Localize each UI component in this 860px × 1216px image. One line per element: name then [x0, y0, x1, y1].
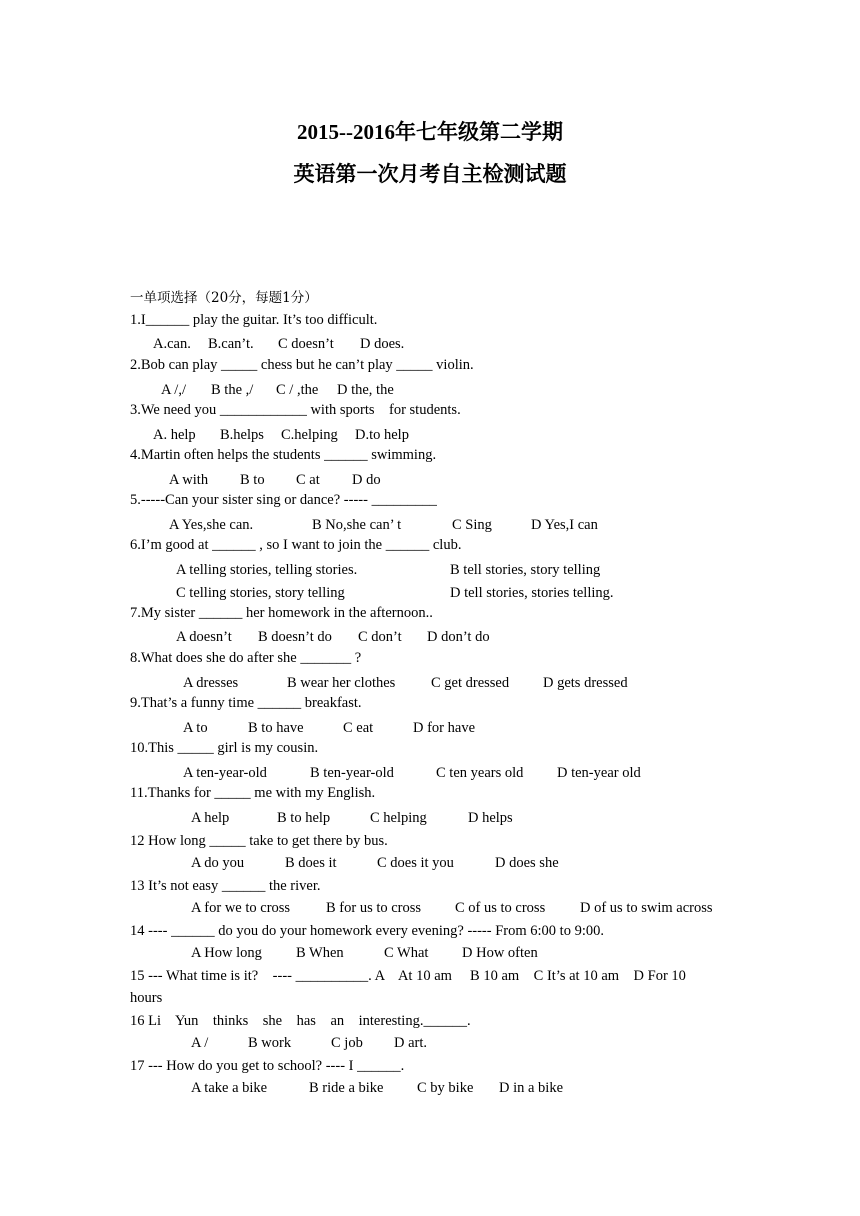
question-13-option-a: A for we to cross [191, 900, 291, 916]
question-7-option-a: A doesn’t [176, 629, 232, 645]
question-10-option-c: C ten years old [436, 765, 524, 781]
question-12-option-d: D does she [495, 855, 559, 871]
question-9-stem: 9.That’s a funny time ______ breakfast. [130, 695, 362, 711]
question-2-option-c: C / ,the [276, 382, 319, 398]
question-3-option-d: D.to help [355, 427, 409, 443]
question-4-option-b: B to [240, 472, 265, 488]
question-8-option-c: C get dressed [431, 675, 510, 691]
question-4-option-d: D do [352, 472, 381, 488]
question-1-option-b: B.can’t. [208, 336, 254, 352]
question-7-stem: 7.My sister ______ her homework in the afternoon.. [130, 605, 433, 621]
question-11-option-a: A help [191, 810, 230, 826]
question-5-option-c: C Sing [452, 517, 492, 533]
question-14-option-b: B When [296, 945, 344, 961]
question-4-option-c: C at [296, 472, 320, 488]
question-6-option-c: C telling stories, story telling [176, 585, 345, 601]
question-14-option-c: C What [384, 945, 429, 961]
question-17-option-d: D in a bike [499, 1080, 564, 1096]
question-9-option-d: D for have [413, 720, 476, 736]
question-5-option-d: D Yes,I can [531, 517, 598, 533]
question-5-option-b: B No,she can’ t [312, 517, 402, 533]
question-1-option-d: D does. [360, 336, 405, 352]
question-15-stem: 15 --- What time is it? ---- __________. A At 10 am B 10 am C It’s at 10 am D For 10 [130, 968, 686, 984]
question-5-stem: 5.-----Can your sister sing or dance? ----- _________ [130, 492, 437, 508]
question-13-stem: 13 It’s not easy ______ the river. [130, 878, 321, 894]
question-8-option-a: A dresses [183, 675, 239, 691]
question-7-option-c: C don’t [358, 629, 402, 645]
question-14-option-a: A How long [191, 945, 262, 961]
question-2-option-b: B the ,/ [211, 382, 254, 398]
question-2-stem: 2.Bob can play _____ chess but he can’t play _____ violin. [130, 357, 474, 373]
question-11-option-d: D helps [468, 810, 513, 826]
question-9-option-b: B to have [248, 720, 304, 736]
question-10-stem: 10.This _____ girl is my cousin. [130, 740, 319, 756]
question-3-option-b: B.helps [220, 427, 264, 443]
question-9-option-c: C eat [343, 720, 374, 736]
question-3-option-a: A. help [153, 427, 196, 443]
question-12-option-a: A do you [191, 855, 245, 871]
question-13-option-c: C of us to cross [455, 900, 546, 916]
question-4-option-a: A with [169, 472, 209, 488]
question-13-option-b: B for us to cross [326, 900, 422, 916]
question-10-option-b: B ten-year-old [310, 765, 394, 781]
question-17-stem: 17 --- How do you get to school? ---- I ______. [130, 1058, 405, 1074]
question-17-option-b: B ride a bike [309, 1080, 384, 1096]
question-16-option-d: D art. [394, 1035, 428, 1051]
question-8-option-d: D gets dressed [543, 675, 628, 691]
question-8-option-b: B wear her clothes [287, 675, 396, 691]
question-17-option-c: C by bike [417, 1080, 474, 1096]
question-15-stem-continued: hours [130, 990, 163, 1006]
question-10-option-d: D ten-year old [557, 765, 641, 781]
question-6-option-d: D tell stories, stories telling. [450, 585, 614, 601]
question-3-stem: 3.We need you ____________ with sports for students. [130, 402, 461, 418]
question-6-option-a: A telling stories, telling stories. [176, 562, 358, 578]
section-heading: 一单项选择（20分，每题1分） [130, 290, 318, 306]
question-1-option-a: A.can. [153, 336, 191, 352]
question-11-option-b: B to help [277, 810, 331, 826]
question-5-option-a: A Yes,she can. [169, 517, 254, 533]
question-3-option-c: C.helping [281, 427, 338, 443]
question-4-stem: 4.Martin often helps the students ______ swimming. [130, 447, 437, 463]
question-8-stem: 8.What does she do after she _______ ? [130, 650, 362, 666]
question-13-option-d: D of us to swim across [580, 900, 713, 916]
question-10-option-a: A ten-year-old [183, 765, 267, 781]
question-2-option-d: D the, the [337, 382, 394, 398]
question-12-stem: 12 How long _____ take to get there by bus. [130, 833, 388, 849]
question-6-stem: 6.I’m good at ______ , so I want to join the ______ club. [130, 537, 462, 553]
question-16-stem: 16 Li Yun thinks she has an interesting.______. [130, 1013, 471, 1029]
document-title-line-2: 英语第一次月考自主检测试题 [293, 162, 567, 186]
question-14-option-d: D How often [462, 945, 538, 961]
document-title-line-1: 2015--2016年七年级第二学期 [297, 120, 563, 144]
question-17-option-a: A take a bike [191, 1080, 268, 1096]
question-1-stem: 1.I______ play the guitar. It’s too difficult. [130, 312, 378, 328]
question-16-option-b: B work [248, 1035, 292, 1051]
question-11-option-c: C helping [370, 810, 427, 826]
question-14-stem: 14 ---- ______ do you do your homework every evening? ----- From 6:00 to 9:00. [130, 923, 604, 939]
question-12-option-b: B does it [285, 855, 337, 871]
question-9-option-a: A to [183, 720, 208, 736]
question-1-option-c: C doesn’t [278, 336, 334, 352]
question-7-option-d: D don’t do [427, 629, 490, 645]
question-6-option-b: B tell stories, story telling [450, 562, 601, 578]
question-2-option-a: A /,/ [161, 382, 186, 398]
question-7-option-b: B doesn’t do [258, 629, 332, 645]
question-16-option-a: A / [191, 1035, 209, 1051]
question-11-stem: 11.Thanks for _____ me with my English. [130, 785, 376, 801]
question-16-option-c: C job [331, 1035, 363, 1051]
question-12-option-c: C does it you [377, 855, 454, 871]
